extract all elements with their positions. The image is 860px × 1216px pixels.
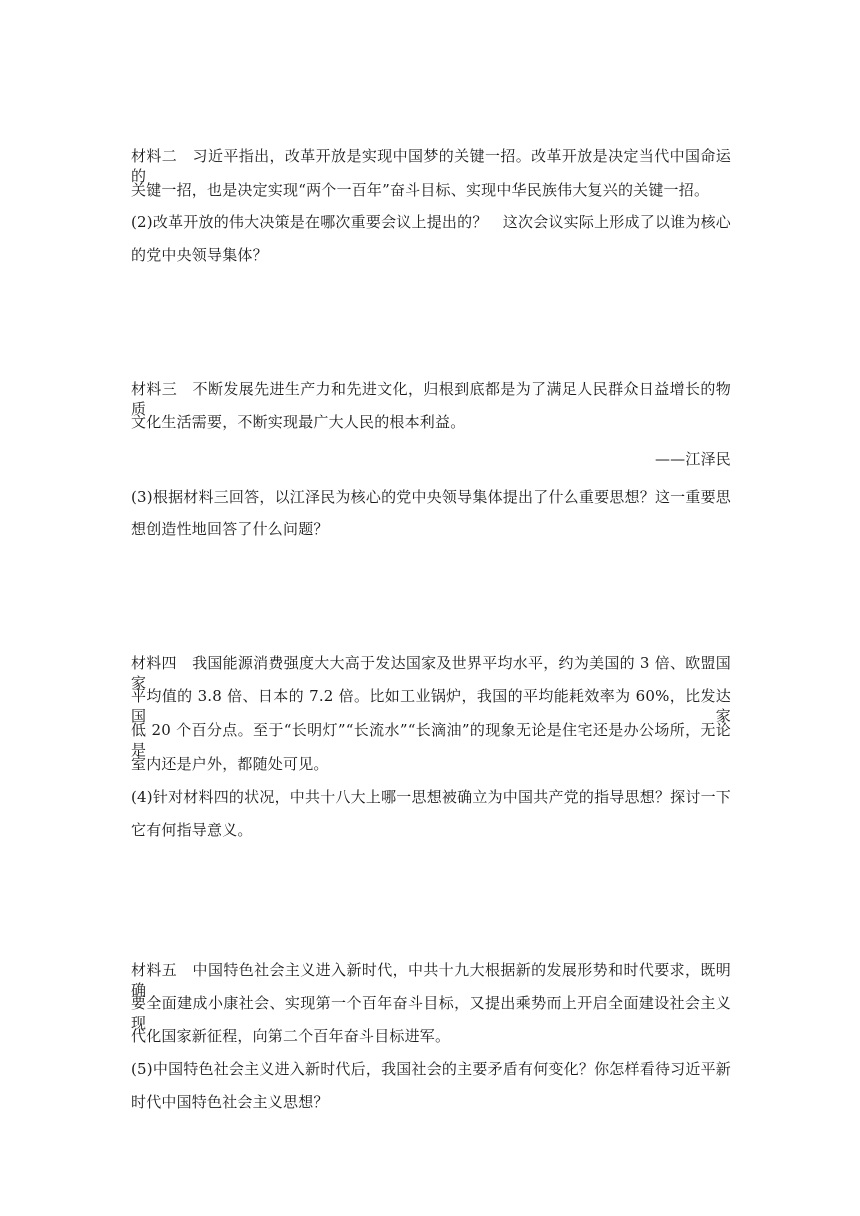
question-4-line-2: 它有何指导意义。	[131, 821, 253, 839]
question-2-line-2: 的党中央领导集体？	[131, 246, 268, 264]
material-4-line-3: 低 20 个百分点。至于“长明灯”“长流水”“长滴油”的现象无论是住宅还是办公场所，无论是	[131, 721, 731, 759]
material-4-line-2: 平均值的 3.8 倍、日本的 7.2 倍。比如工业锅炉，我国的平均能耗效率为 60%，比发达国家	[131, 687, 731, 725]
material-3-line-1: 材料三 不断发展先进生产力和先进文化，归根到底都是为了满足人民群众日益增长的物质	[131, 380, 731, 418]
question-5-line-2: 时代中国特色社会主义思想？	[131, 1093, 329, 1111]
material-5-line-3: 代化国家新征程，向第二个百年奋斗目标进军。	[131, 1027, 451, 1045]
material-4-line-4: 室内还是户外，都随处可见。	[131, 755, 329, 773]
material-4-line-1: 材料四 我国能源消费强度大大高于发达国家及世界平均水平，约为美国的 3 倍、欧盟国家	[131, 654, 731, 692]
question-2-line-1: (2)改革开放的伟大决策是在哪次重要会议上提出的？ 这次会议实际上形成了以谁为核心	[131, 213, 731, 231]
material-2-line-2: 关键一招，也是决定实现“两个一百年”奋斗目标、实现中华民族伟大复兴的关键一招。	[131, 181, 710, 199]
question-5-line-1: (5)中国特色社会主义进入新时代后，我国社会的主要矛盾有何变化？你怎样看待习近平新	[131, 1060, 731, 1078]
question-3-line-2: 想创造性地回答了什么问题？	[131, 520, 329, 538]
question-4-line-1: (4)针对材料四的状况，中共十八大上哪一思想被确立为中国共产党的指导思想？探讨一下	[131, 788, 731, 806]
material-3-line-2: 文化生活需要，不断实现最广大人民的根本利益。	[131, 413, 466, 431]
question-3-line-1: (3)根据材料三回答，以江泽民为核心的党中央领导集体提出了什么重要思想？这一重要思	[131, 488, 731, 506]
material-5-line-2: 要全面建成小康社会、实现第一个百年奋斗目标，又提出乘势而上开启全面建设社会主义现	[131, 994, 731, 1032]
material-5-line-1: 材料五 中国特色社会主义进入新时代，中共十九大根据新的发展形势和时代要求，既明确	[131, 961, 731, 999]
material-2-line-1: 材料二 习近平指出，改革开放是实现中国梦的关键一招。改革开放是决定当代中国命运的	[131, 147, 731, 185]
material-3-attribution: ——江泽民	[654, 450, 731, 468]
